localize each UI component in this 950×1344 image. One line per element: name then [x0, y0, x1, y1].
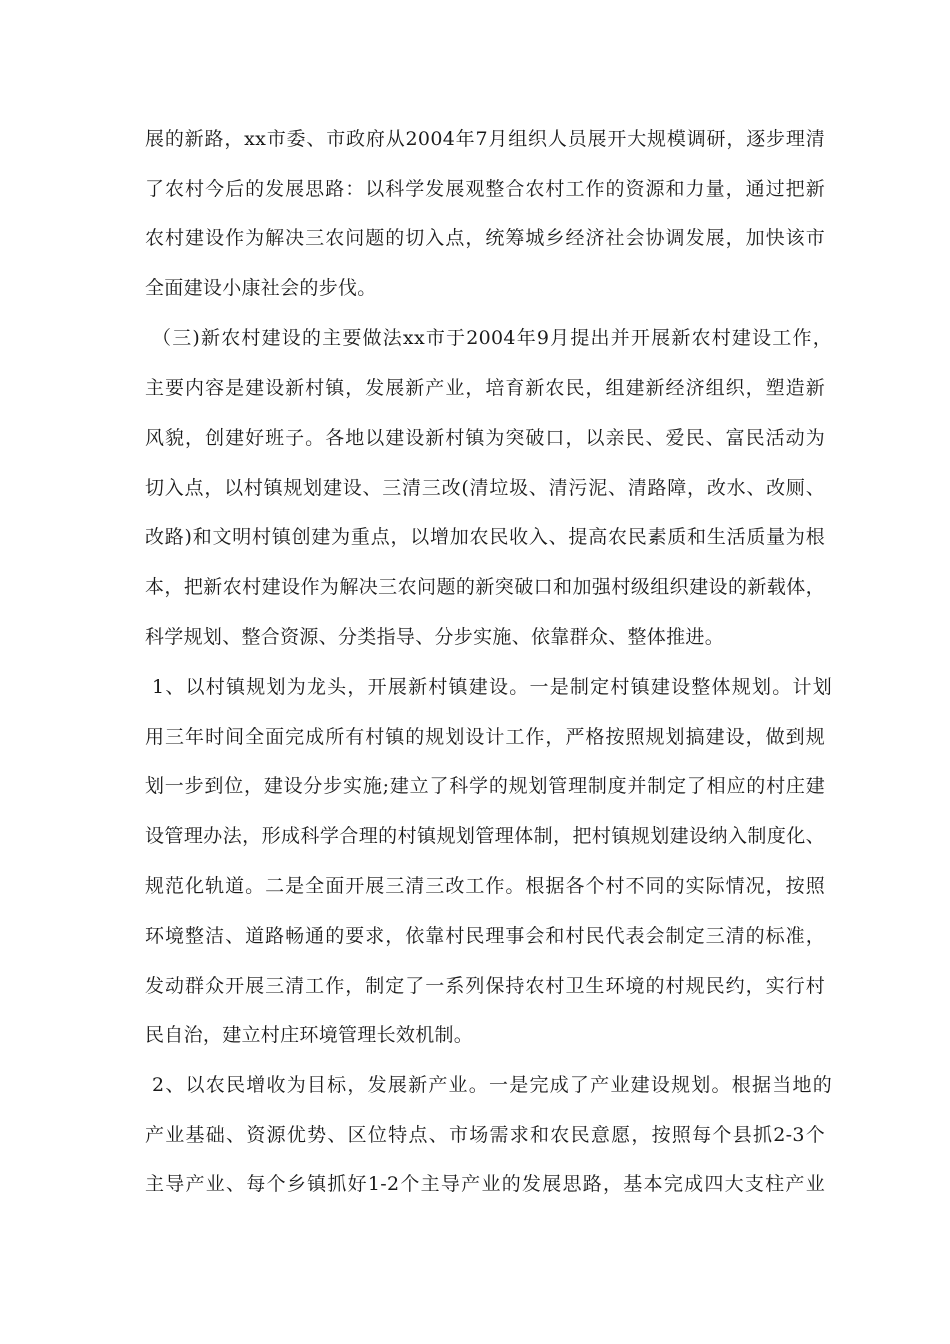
text-line-8: 切入点，以村镇规划建设、三清三改(清垃圾、清污泥、清路障，改水、改厕、 [145, 477, 825, 499]
text-line-14: 划一步到位，建设分步实施;建立了科学的规划管理制度并制定了相应的村庄建 [145, 775, 825, 797]
text-line-21: 产业基础、资源优势、区位特点、市场需求和农民意愿，按照每个县抓2-3个 [145, 1124, 825, 1146]
text-line-22: 主导产业、每个乡镇抓好1-2个主导产业的发展思路，基本完成四大支柱产业 [145, 1173, 825, 1195]
text-line-19: 民自治，建立村庄环境管理长效机制。 [145, 1024, 474, 1046]
text-line-6: 主要内容是建设新村镇，发展新产业，培育新农民，组建新经济组织，塑造新 [145, 377, 825, 399]
text-line-18: 发动群众开展三清工作，制定了一系列保持农村卫生环境的村规民约，实行村 [145, 975, 825, 997]
text-line-4: 全面建设小康社会的步伐。 [145, 277, 377, 299]
text-line-13: 用三年时间全面完成所有村镇的规划设计工作，严格按照规划搞建设，做到规 [145, 726, 825, 748]
text-line-12: 1、以村镇规划为龙头，开展新村镇建设。一是制定村镇建设整体规划。计划 [152, 676, 832, 698]
text-line-16: 规范化轨道。二是全面开展三清三改工作。根据各个村不同的实际情况，按照 [145, 875, 825, 897]
text-line-3: 农村建设作为解决三农问题的切入点，统筹城乡经济社会协调发展，加快该市 [145, 227, 825, 249]
text-line-2: 了农村今后的发展思路：以科学发展观整合农村工作的资源和力量，通过把新 [145, 178, 825, 200]
text-line-1: 展的新路，xx市委、市政府从2004年7月组织人员展开大规模调研，逐步理清 [145, 128, 825, 150]
text-line-10: 本，把新农村建设作为解决三农问题的新突破口和加强村级组织建设的新载体， [145, 576, 825, 598]
text-line-7: 风貌，创建好班子。各地以建设新村镇为突破口，以亲民、爱民、富民活动为 [145, 427, 825, 449]
text-line-20: 2、以农民增收为目标，发展新产业。一是完成了产业建设规划。根据当地的 [152, 1074, 832, 1096]
text-line-17: 环境整洁、道路畅通的要求，依靠村民理事会和村民代表会制定三清的标准， [145, 925, 825, 947]
text-line-15: 设管理办法，形成科学合理的村镇规划管理体制，把村镇规划建设纳入制度化、 [145, 825, 825, 847]
text-line-11: 科学规划、整合资源、分类指导、分步实施、依靠群众、整体推进。 [145, 626, 725, 648]
text-line-5: （三)新农村建设的主要做法xx市于2004年9月提出并开展新农村建设工作， [152, 327, 832, 349]
text-line-9: 改路)和文明村镇创建为重点，以增加农民收入、提高农民素质和生活质量为根 [145, 526, 825, 548]
